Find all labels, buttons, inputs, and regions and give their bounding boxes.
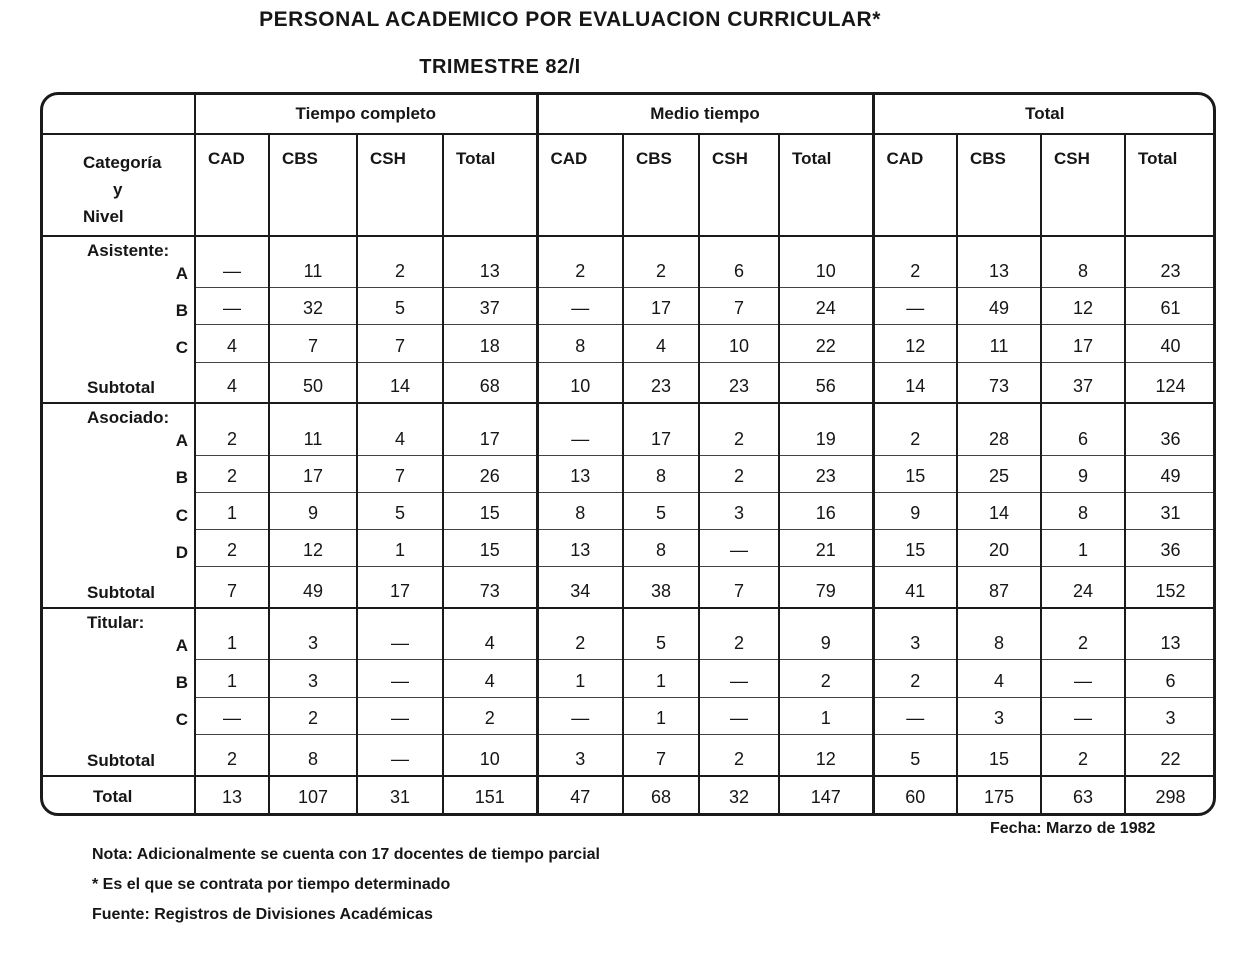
table-cell: 8: [537, 492, 623, 529]
table-cell: 36: [1125, 530, 1215, 567]
table-cell: 107: [269, 776, 357, 813]
table-cell: 10: [443, 734, 537, 775]
category-cell: [43, 697, 195, 734]
table-cell: 61: [1125, 288, 1215, 325]
table-cell: 31: [1125, 492, 1215, 529]
table-cell: 5: [623, 492, 699, 529]
table-cell: 79: [779, 567, 873, 608]
table-cell: 4: [357, 403, 443, 455]
table-cell: —: [699, 530, 779, 567]
table-cell: 1: [195, 660, 269, 697]
category-cell: [43, 455, 195, 492]
table-cell: 7: [357, 455, 443, 492]
table-cell: 4: [623, 325, 699, 362]
category-level-header: [43, 134, 195, 236]
table-cell: 1: [1041, 530, 1125, 567]
table-cell: 2: [873, 660, 957, 697]
level-label: A: [175, 635, 188, 655]
level-label: C: [175, 710, 188, 730]
table-cell: 19: [779, 403, 873, 455]
table-cell: 21: [779, 530, 873, 567]
table-cell: —: [1041, 697, 1125, 734]
table-cell: 23: [779, 455, 873, 492]
note-source: Fuente: Registros de Divisiones Académicas: [92, 906, 433, 923]
group-header-medio-tiempo: Medio tiempo: [537, 95, 873, 134]
data-table-frame: [40, 92, 1216, 816]
table-cell: 8: [623, 455, 699, 492]
table-cell: 9: [269, 492, 357, 529]
table-cell: 68: [443, 362, 537, 403]
table-cell: 10: [537, 362, 623, 403]
table-cell: —: [357, 697, 443, 734]
table-cell: 4: [195, 325, 269, 362]
table-cell: 15: [443, 492, 537, 529]
table-cell: 26: [443, 455, 537, 492]
table-cell: 9: [779, 608, 873, 660]
group-header-tiempo-completo: Tiempo completo: [195, 95, 537, 134]
table-cell: 28: [957, 403, 1041, 455]
level-label: A: [175, 431, 188, 451]
table-cell: 17: [357, 567, 443, 608]
category-header-line3: Nivel: [83, 207, 124, 226]
table-cell: 13: [1125, 608, 1215, 660]
category-cell: [43, 776, 195, 813]
table-cell: 12: [1041, 288, 1125, 325]
table-cell: 49: [957, 288, 1041, 325]
table-cell: 49: [269, 567, 357, 608]
table-cell: 7: [195, 567, 269, 608]
table-cell: 3: [699, 492, 779, 529]
table-cell: 3: [269, 608, 357, 660]
table-cell: 23: [623, 362, 699, 403]
level-label: C: [175, 505, 188, 525]
table-cell: 13: [537, 530, 623, 567]
table-cell: 50: [269, 362, 357, 403]
col-header: CAD: [537, 134, 623, 236]
subtotal-row: [43, 734, 1215, 775]
table-row: [43, 492, 1215, 529]
col-header: CSH: [1041, 134, 1125, 236]
table-cell: —: [537, 403, 623, 455]
table-cell: 12: [269, 530, 357, 567]
table-cell: 8: [957, 608, 1041, 660]
note-additional: Nota: Adicionalmente se cuenta con 17 docentes de tiempo parcial: [92, 846, 600, 863]
table-row: [43, 403, 1215, 455]
table-cell: 8: [269, 734, 357, 775]
subtotal-label: Subtotal: [87, 378, 155, 398]
table-cell: 15: [873, 530, 957, 567]
col-header: CSH: [699, 134, 779, 236]
date-note: Fecha: Marzo de 1982: [990, 820, 1156, 837]
table-cell: 15: [443, 530, 537, 567]
table-cell: 5: [357, 288, 443, 325]
col-header: Total: [1125, 134, 1215, 236]
table-cell: 87: [957, 567, 1041, 608]
table-cell: 8: [1041, 236, 1125, 288]
table-cell: 151: [443, 776, 537, 813]
category-cell: [43, 403, 195, 455]
table-cell: 4: [443, 608, 537, 660]
table-cell: 2: [443, 697, 537, 734]
table-cell: 124: [1125, 362, 1215, 403]
table-cell: 23: [1125, 236, 1215, 288]
table-cell: 6: [1125, 660, 1215, 697]
section-name: Asociado:: [87, 408, 170, 428]
table-cell: 4: [443, 660, 537, 697]
document-title: PERSONAL ACADEMICO POR EVALUACION CURRICULAR*: [259, 8, 881, 31]
table-cell: 2: [537, 608, 623, 660]
col-header: Total: [443, 134, 537, 236]
table-cell: 1: [623, 660, 699, 697]
table-cell: 10: [699, 325, 779, 362]
table-cell: 5: [357, 492, 443, 529]
table-cell: —: [195, 288, 269, 325]
column-header-row: [43, 134, 1215, 236]
total-row: [43, 776, 1215, 813]
table-cell: 1: [195, 492, 269, 529]
table-cell: 31: [357, 776, 443, 813]
table-cell: 8: [537, 325, 623, 362]
table-cell: 68: [623, 776, 699, 813]
level-label: C: [175, 338, 188, 358]
table-cell: 2: [269, 697, 357, 734]
table-cell: 12: [873, 325, 957, 362]
table-cell: 3: [873, 608, 957, 660]
table-row: [43, 660, 1215, 697]
table-cell: 1: [779, 697, 873, 734]
table-cell: 147: [779, 776, 873, 813]
table-cell: 5: [873, 734, 957, 775]
subtotal-row: [43, 567, 1215, 608]
category-cell: [43, 608, 195, 660]
table-cell: 37: [1041, 362, 1125, 403]
table-cell: —: [873, 288, 957, 325]
table-cell: 11: [269, 236, 357, 288]
footnotes: [92, 846, 600, 936]
group-header-row: [43, 95, 1215, 134]
table-cell: 2: [195, 734, 269, 775]
table-cell: 20: [957, 530, 1041, 567]
col-header: CAD: [873, 134, 957, 236]
table-cell: 298: [1125, 776, 1215, 813]
table-cell: 1: [357, 530, 443, 567]
academic-staff-table: [43, 95, 1215, 813]
group-header-total: Total: [873, 95, 1215, 134]
table-cell: 22: [1125, 734, 1215, 775]
category-cell: [43, 236, 195, 288]
table-cell: 4: [957, 660, 1041, 697]
category-cell: [43, 362, 195, 403]
table-cell: 25: [957, 455, 1041, 492]
table-cell: 41: [873, 567, 957, 608]
table-cell: 3: [957, 697, 1041, 734]
table-cell: 2: [873, 236, 957, 288]
table-cell: 2: [537, 236, 623, 288]
table-cell: 40: [1125, 325, 1215, 362]
table-cell: 1: [623, 697, 699, 734]
table-cell: 32: [269, 288, 357, 325]
subtotal-label: Subtotal: [87, 750, 155, 770]
table-cell: 1: [537, 660, 623, 697]
table-cell: 73: [957, 362, 1041, 403]
table-cell: 8: [1041, 492, 1125, 529]
table-cell: —: [699, 660, 779, 697]
table-cell: —: [357, 734, 443, 775]
total-label: Total: [93, 787, 133, 806]
table-cell: 12: [779, 734, 873, 775]
table-row: [43, 608, 1215, 660]
table-row: [43, 288, 1215, 325]
table-cell: 38: [623, 567, 699, 608]
table-cell: 34: [537, 567, 623, 608]
table-cell: 37: [443, 288, 537, 325]
table-cell: —: [357, 608, 443, 660]
table-cell: 60: [873, 776, 957, 813]
table-cell: 10: [779, 236, 873, 288]
table-cell: 24: [779, 288, 873, 325]
table-row: [43, 455, 1215, 492]
table-cell: 56: [779, 362, 873, 403]
table-cell: —: [873, 697, 957, 734]
table-cell: 175: [957, 776, 1041, 813]
table-cell: 14: [357, 362, 443, 403]
table-cell: 15: [873, 455, 957, 492]
level-label: B: [175, 673, 188, 693]
table-cell: 5: [623, 608, 699, 660]
table-body: [43, 236, 1215, 813]
category-cell: [43, 325, 195, 362]
table-cell: 14: [873, 362, 957, 403]
table-cell: 23: [699, 362, 779, 403]
category-cell: [43, 660, 195, 697]
table-cell: 2: [1041, 608, 1125, 660]
table-cell: 15: [957, 734, 1041, 775]
table-cell: 22: [779, 325, 873, 362]
table-cell: 152: [1125, 567, 1215, 608]
table-cell: 2: [873, 403, 957, 455]
table-cell: 3: [1125, 697, 1215, 734]
category-header-line1: Categoría: [83, 153, 162, 172]
table-cell: 9: [1041, 455, 1125, 492]
table-cell: —: [195, 697, 269, 734]
table-cell: 63: [1041, 776, 1125, 813]
group-header-blank: [43, 95, 195, 134]
col-header: CBS: [957, 134, 1041, 236]
note-asterisk: * Es el que se contrata por tiempo determinado: [92, 876, 451, 893]
table-cell: 7: [357, 325, 443, 362]
table-cell: 47: [537, 776, 623, 813]
table-cell: 1: [195, 608, 269, 660]
table-cell: 17: [269, 455, 357, 492]
table-cell: 49: [1125, 455, 1215, 492]
table-cell: 4: [195, 362, 269, 403]
section-name: Titular:: [87, 613, 145, 633]
table-cell: 8: [623, 530, 699, 567]
table-cell: 7: [269, 325, 357, 362]
section-name: Asistente:: [87, 241, 170, 260]
table-cell: 2: [623, 236, 699, 288]
table-cell: 14: [957, 492, 1041, 529]
category-cell: [43, 734, 195, 775]
document-subtitle: TRIMESTRE 82/I: [419, 56, 581, 78]
table-cell: 17: [623, 403, 699, 455]
table-cell: 24: [1041, 567, 1125, 608]
table-cell: 17: [623, 288, 699, 325]
level-label: A: [175, 263, 188, 283]
table-cell: —: [699, 697, 779, 734]
col-header: Total: [779, 134, 873, 236]
table-row: [43, 236, 1215, 288]
table-cell: —: [537, 288, 623, 325]
table-cell: 2: [699, 734, 779, 775]
table-cell: 13: [443, 236, 537, 288]
table-cell: 13: [957, 236, 1041, 288]
col-header: CAD: [195, 134, 269, 236]
table-cell: 3: [269, 660, 357, 697]
table-cell: —: [1041, 660, 1125, 697]
table-cell: 6: [1041, 403, 1125, 455]
table-cell: 18: [443, 325, 537, 362]
table-row: [43, 697, 1215, 734]
col-header: CBS: [269, 134, 357, 236]
table-cell: 9: [873, 492, 957, 529]
table-cell: 13: [195, 776, 269, 813]
table-cell: 17: [443, 403, 537, 455]
level-label: B: [175, 300, 188, 320]
category-cell: [43, 492, 195, 529]
table-cell: 2: [699, 403, 779, 455]
subtotal-row: [43, 362, 1215, 403]
table-cell: 36: [1125, 403, 1215, 455]
table-cell: 2: [195, 403, 269, 455]
table-cell: 2: [699, 608, 779, 660]
table-row: [43, 325, 1215, 362]
category-cell: [43, 567, 195, 608]
table-cell: 3: [537, 734, 623, 775]
table-cell: 13: [537, 455, 623, 492]
subtotal-label: Subtotal: [87, 583, 155, 603]
table-cell: —: [537, 697, 623, 734]
table-cell: 7: [699, 567, 779, 608]
table-cell: 7: [623, 734, 699, 775]
table-cell: 32: [699, 776, 779, 813]
table-cell: 17: [1041, 325, 1125, 362]
table-cell: 11: [269, 403, 357, 455]
table-cell: 2: [195, 530, 269, 567]
category-cell: [43, 288, 195, 325]
table-cell: 7: [699, 288, 779, 325]
table-cell: 2: [1041, 734, 1125, 775]
table-cell: 2: [195, 455, 269, 492]
table-cell: 16: [779, 492, 873, 529]
table-cell: —: [357, 660, 443, 697]
table-cell: 2: [779, 660, 873, 697]
table-cell: 2: [699, 455, 779, 492]
category-header-line2: y: [113, 180, 123, 199]
col-header: CSH: [357, 134, 443, 236]
table-cell: 73: [443, 567, 537, 608]
table-cell: 6: [699, 236, 779, 288]
col-header: CBS: [623, 134, 699, 236]
category-cell: [43, 530, 195, 567]
level-label: B: [175, 468, 188, 488]
table-cell: —: [195, 236, 269, 288]
table-row: [43, 530, 1215, 567]
table-cell: 11: [957, 325, 1041, 362]
table-cell: 2: [357, 236, 443, 288]
level-label: D: [175, 542, 188, 562]
